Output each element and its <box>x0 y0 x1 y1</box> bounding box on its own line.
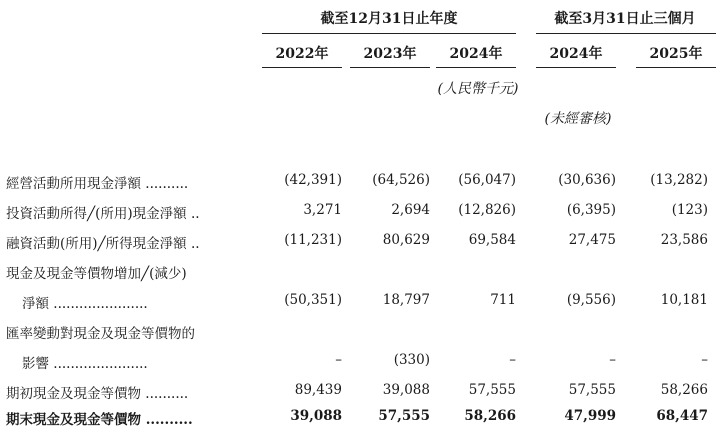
cell-value: 10,181 <box>660 292 708 308</box>
unaudited-note: (未經審核) <box>544 111 612 127</box>
cell-value: (11,231) <box>284 232 342 248</box>
cell-value: (330) <box>393 352 430 368</box>
cell-value: (42,391) <box>284 172 342 188</box>
row-label: 期末現金及現金等價物 .......... <box>6 412 193 428</box>
group-rule-years <box>262 33 516 34</box>
cell-value: 58,266 <box>660 382 708 398</box>
cell-value: 39,088 <box>290 408 342 424</box>
year-header-2: 2023年 <box>363 46 417 62</box>
cell-value: (13,282) <box>650 172 708 188</box>
cell-value: – <box>509 352 516 368</box>
cell-value: 27,475 <box>568 232 616 248</box>
cell-value: (30,636) <box>558 172 616 188</box>
year-rule-2 <box>350 67 430 68</box>
table-row <box>0 166 720 196</box>
cell-value: (12,826) <box>458 202 516 218</box>
cell-value: – <box>609 352 616 368</box>
cell-value: 2,694 <box>391 202 430 218</box>
row-label: 現金及現金等價物增加╱(減少) <box>6 266 187 282</box>
cell-value: (64,526) <box>372 172 430 188</box>
table-row <box>0 316 720 346</box>
cell-value: 57,555 <box>378 408 430 424</box>
group-title-year-ended: 截至12月31日止年度 <box>320 11 458 27</box>
cell-value: – <box>701 352 708 368</box>
table-row <box>0 286 720 316</box>
cell-value: (56,047) <box>458 172 516 188</box>
year-rule-4 <box>536 67 616 68</box>
group-title-three-months: 截至3月31日止三個月 <box>554 11 696 27</box>
cell-value: (9,556) <box>566 292 616 308</box>
year-header-1: 2022年 <box>275 46 329 62</box>
year-rule-3 <box>436 67 516 68</box>
row-label: 經營活動所用現金淨額 .......... <box>6 176 189 192</box>
year-header-4: 2024年 <box>549 46 603 62</box>
cell-value: 3,271 <box>303 202 342 218</box>
cell-value: 47,999 <box>564 408 616 424</box>
year-header-3: 2024年 <box>449 46 503 62</box>
year-header-5: 2025年 <box>649 46 703 62</box>
row-label: 匯率變動對現金及現金等價物的 <box>6 326 195 342</box>
table-row-total <box>0 402 720 432</box>
row-label: 淨額 ...................... <box>22 296 148 312</box>
table-row <box>0 226 720 256</box>
cell-value: 18,797 <box>382 292 430 308</box>
table-row <box>0 346 720 376</box>
cell-value: (50,351) <box>284 292 342 308</box>
cell-value: (6,395) <box>566 202 616 218</box>
year-rule-1 <box>262 67 342 68</box>
row-label: 影響 ...................... <box>22 356 148 372</box>
row-label: 融資活動(所用)╱所得現金淨額 .. <box>6 236 200 252</box>
cell-value: 711 <box>490 292 516 308</box>
cell-value: 89,439 <box>294 382 342 398</box>
row-label: 期初現金及現金等價物 .......... <box>6 386 189 402</box>
cell-value: 23,586 <box>660 232 708 248</box>
table-row <box>0 196 720 226</box>
cell-value: 68,447 <box>656 408 708 424</box>
cell-value: 57,555 <box>468 382 516 398</box>
cell-value: 57,555 <box>568 382 616 398</box>
cell-value: 58,266 <box>464 408 516 424</box>
cell-value: – <box>335 352 342 368</box>
cell-value: 80,629 <box>382 232 430 248</box>
table-row <box>0 256 720 286</box>
unit-note: (人民幣千元) <box>437 81 519 97</box>
cell-value: 39,088 <box>382 382 430 398</box>
year-rule-5 <box>636 67 716 68</box>
cell-value: (123) <box>671 202 708 218</box>
row-label: 投資活動所得╱(所用)現金淨額 .. <box>6 206 200 222</box>
cell-value: 69,584 <box>468 232 516 248</box>
group-rule-quarters <box>536 33 716 34</box>
